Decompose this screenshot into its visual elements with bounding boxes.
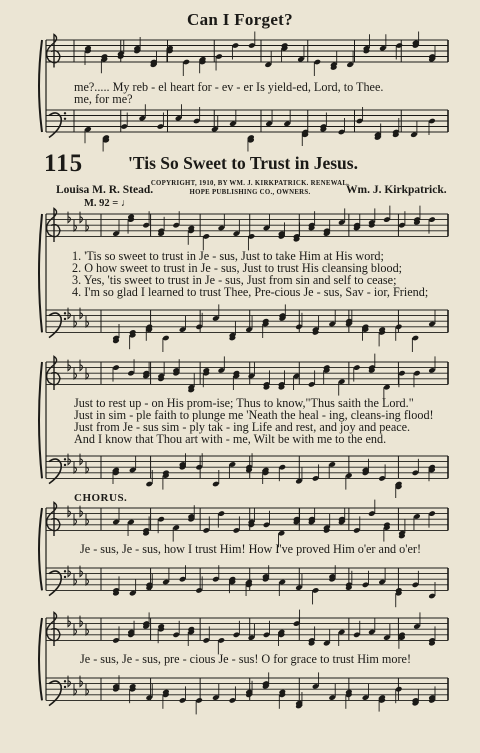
- system-1-bass-clef: [49, 313, 61, 338]
- system-1-treble-flat: [80, 212, 83, 223]
- system-1-brace: [39, 214, 42, 332]
- system-1-treble-flat: [68, 212, 71, 223]
- system-3-clef-dot: [64, 570, 66, 572]
- system-1-bass-flat: [68, 308, 71, 319]
- system-2-treble-flat: [68, 360, 71, 371]
- verse-2-line-1: 2. O how sweet to trust in Je - sus, Just to trust His cleansing blood;: [72, 261, 403, 275]
- system-4-bass-flat: [80, 676, 83, 687]
- prev-system-clef-dot: [64, 118, 66, 120]
- previous-hymn-lyric-1: me?..... My reb - el heart for - ev - er Is yield-ed, Lord, to Thee.: [74, 80, 384, 94]
- system-4-clef-dot: [64, 686, 66, 688]
- system-3-bass-flat: [68, 566, 71, 577]
- prev-system-brace: [39, 40, 42, 132]
- previous-hymn-lyric-2: me, for me?: [74, 92, 133, 106]
- system-3-bass-flat: [80, 566, 83, 577]
- copyright-line-1: COPYRIGHT, 1910, BY WM. J. KIRKPATRICK. RENEWAL.: [150, 180, 350, 187]
- system-3-brace: [39, 508, 42, 590]
- system-1-clef-dot: [64, 318, 66, 320]
- hymn-number: 115: [44, 150, 84, 177]
- chorus-lyric-2: Je - sus, Je - sus, pre - cious Je - sus! O for grace to trust Him more!: [80, 652, 412, 666]
- previous-hymn-title: Can I Forget?: [187, 10, 293, 29]
- verse-2-line-2: Just in sim - ple faith to plunge me 'Neath the heal - ing, cleans-ing flood!: [74, 408, 434, 422]
- system-2-clef-dot: [64, 458, 66, 460]
- system-2-brace: [39, 362, 42, 478]
- verse-1-line-1: 1. 'Tis so sweet to trust in Je - sus, Just to take Him at His word;: [72, 249, 384, 263]
- system-3-treble-flat: [68, 506, 71, 517]
- system-2-bass-flat: [68, 454, 71, 465]
- verse-3-line-1: 3. Yes, 'tis sweet to trust in Je - sus, Just from sin and self to cease;: [72, 273, 397, 287]
- hymn-author: Louisa M. R. Stead.: [56, 184, 154, 196]
- system-4-clef-dot: [64, 680, 66, 682]
- copyright-line-2: HOPE PUBLISHING CO., OWNERS.: [189, 189, 311, 196]
- system-4-treble-flat: [80, 616, 83, 627]
- verse-3-line-2: Just from Je - sus sim - ply tak - ing Life and rest, and joy and peace.: [74, 420, 411, 434]
- chorus-label: CHORUS.: [74, 492, 128, 504]
- chorus-lyric-1: Je - sus, Je - sus, how I trust Him! How I've proved Him o'er and o'er!: [80, 542, 422, 556]
- system-2-bass-flat: [80, 454, 83, 465]
- system-4-bass-flat: [68, 676, 71, 687]
- verse-4-line-1: 4. I'm so glad I learned to trust Thee, Pre-cious Je - sus, Sav - ior, Friend;: [72, 285, 429, 299]
- system-2-bass-clef: [49, 459, 61, 484]
- system-3-treble-flat: [80, 506, 83, 517]
- system-4-bass-clef: [49, 681, 61, 706]
- hymn-composer: Wm. J. Kirkpatrick.: [346, 184, 447, 196]
- system-3-clef-dot: [64, 576, 66, 578]
- system-3-bass-clef: [49, 571, 61, 596]
- prev-system-clef-dot: [64, 112, 66, 114]
- system-1-bass-flat: [80, 308, 83, 319]
- system-1-clef-dot: [64, 312, 66, 314]
- system-2-clef-dot: [64, 464, 66, 466]
- prev-system-bass-clef: [49, 113, 61, 138]
- system-4-brace: [39, 618, 42, 700]
- system-2-treble-flat: [80, 360, 83, 371]
- hymn-title: 'Tis So Sweet to Trust in Jesus.: [128, 153, 358, 173]
- verse-1-line-2: Just to rest up - on His prom-ise; Thus to know,"Thus saith the Lord.": [74, 396, 414, 410]
- verse-4-line-2: And I know that Thou art with - me, Wilt be with me to the end.: [74, 432, 387, 446]
- tempo-marking: M. 92 = ♩: [84, 198, 132, 209]
- system-4-treble-flat: [68, 616, 71, 627]
